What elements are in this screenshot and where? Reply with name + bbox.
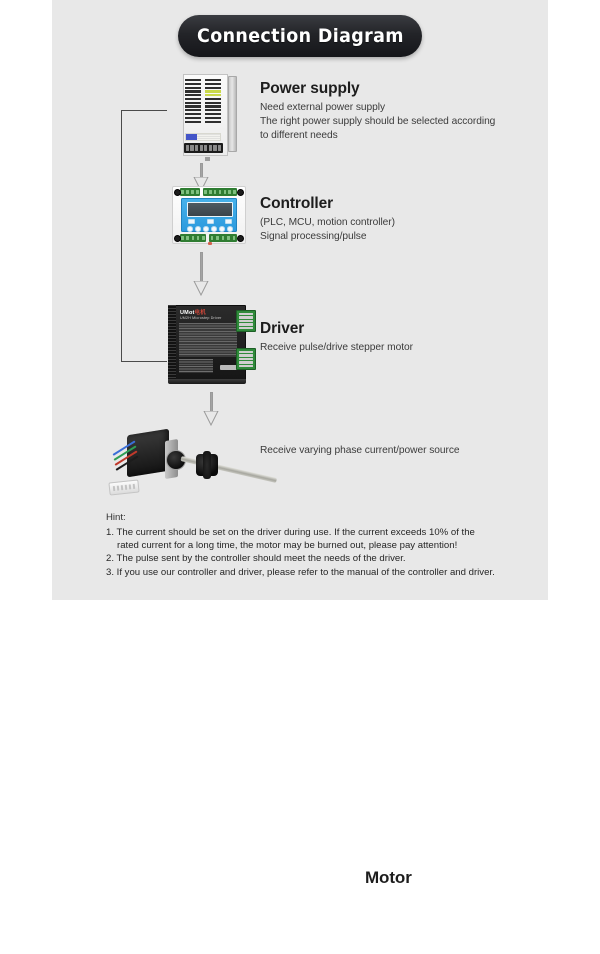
psu-terminal-block xyxy=(184,143,223,153)
step-title-controller: Controller xyxy=(260,195,334,212)
driver-brand-text xyxy=(180,308,206,316)
page-title-text: Connection Diagram xyxy=(196,25,404,47)
controller-terminal-bottom-left xyxy=(180,234,206,242)
driver-image xyxy=(168,305,256,383)
controller-indicator-led xyxy=(208,242,212,245)
step-line: Signal processing/pulse xyxy=(260,231,367,242)
motor-connector xyxy=(108,479,139,495)
controller-faceplate xyxy=(181,198,237,232)
controller-screw xyxy=(237,235,244,242)
hint-item: 3. If you use our controller and driver, please refer to the manual of the controller and driver. xyxy=(106,566,495,578)
step-line: The right power supply should be selected according xyxy=(260,116,496,127)
arrow-driver-to-motor xyxy=(203,392,219,428)
controller-keypad-buttons xyxy=(187,226,233,232)
step-title-driver: Driver xyxy=(260,320,305,337)
driver-brand-name: UMot xyxy=(180,310,195,316)
controller-terminal-bottom-right xyxy=(209,234,237,242)
power-supply-image xyxy=(181,74,237,158)
controller-function-buttons xyxy=(188,219,232,225)
psu-label xyxy=(185,133,221,141)
motor-lead-nut xyxy=(196,454,218,476)
step-line: Receive pulse/drive stepper motor xyxy=(260,342,413,353)
motor-lead-screw xyxy=(180,456,277,483)
page-title xyxy=(178,15,422,57)
arrow-controller-to-driver xyxy=(193,252,209,300)
driver-model-text: UM2H Microstep Driver xyxy=(180,316,222,320)
driver-watermark xyxy=(220,365,237,370)
controller-image xyxy=(172,186,246,244)
psu-vents xyxy=(185,79,221,131)
controller-terminal-top-left xyxy=(180,188,200,196)
driver-heatsink-fins xyxy=(168,305,176,381)
driver-dip-table xyxy=(179,359,213,373)
hint-heading: Hint: xyxy=(106,512,126,523)
driver-spec-table xyxy=(179,323,237,357)
step-text-driver xyxy=(260,320,500,355)
driver-terminal-top xyxy=(236,310,256,332)
hint-item: 1. The current should be set on the driver during use. If the current exceeds 10% of the xyxy=(106,527,475,538)
step-line: Need external power supply xyxy=(260,102,385,113)
step-line: to different needs xyxy=(260,130,338,141)
controller-screw xyxy=(237,189,244,196)
controller-terminal-top-right xyxy=(203,188,237,196)
driver-terminal-bottom xyxy=(236,348,256,370)
controller-screw xyxy=(174,189,181,196)
power-bracket-line xyxy=(121,110,167,362)
hint-item: 2. The pulse sent by the controller should meet the needs of the driver. xyxy=(106,553,406,565)
step-text-power-supply xyxy=(260,80,500,143)
motor-image xyxy=(105,424,285,510)
psu-side-panel xyxy=(228,76,237,152)
driver-brand-accent: 电机 xyxy=(194,310,206,316)
controller-screw xyxy=(174,235,181,242)
step-title-motor: Motor xyxy=(365,868,412,887)
step-line: Receive varying phase current/power source xyxy=(260,445,460,456)
step-text-controller xyxy=(260,195,500,244)
step-title-power-supply: Power supply xyxy=(260,80,360,97)
hint-block xyxy=(106,512,516,579)
step-line: (PLC, MCU, motion controller) xyxy=(260,217,395,228)
driver-bottom-edge xyxy=(168,379,246,384)
psu-foot xyxy=(205,157,210,161)
controller-lcd-display xyxy=(187,202,233,217)
hint-item-continuation: rated current for a long time, the motor may be burned out, please pay attention! xyxy=(117,540,458,552)
